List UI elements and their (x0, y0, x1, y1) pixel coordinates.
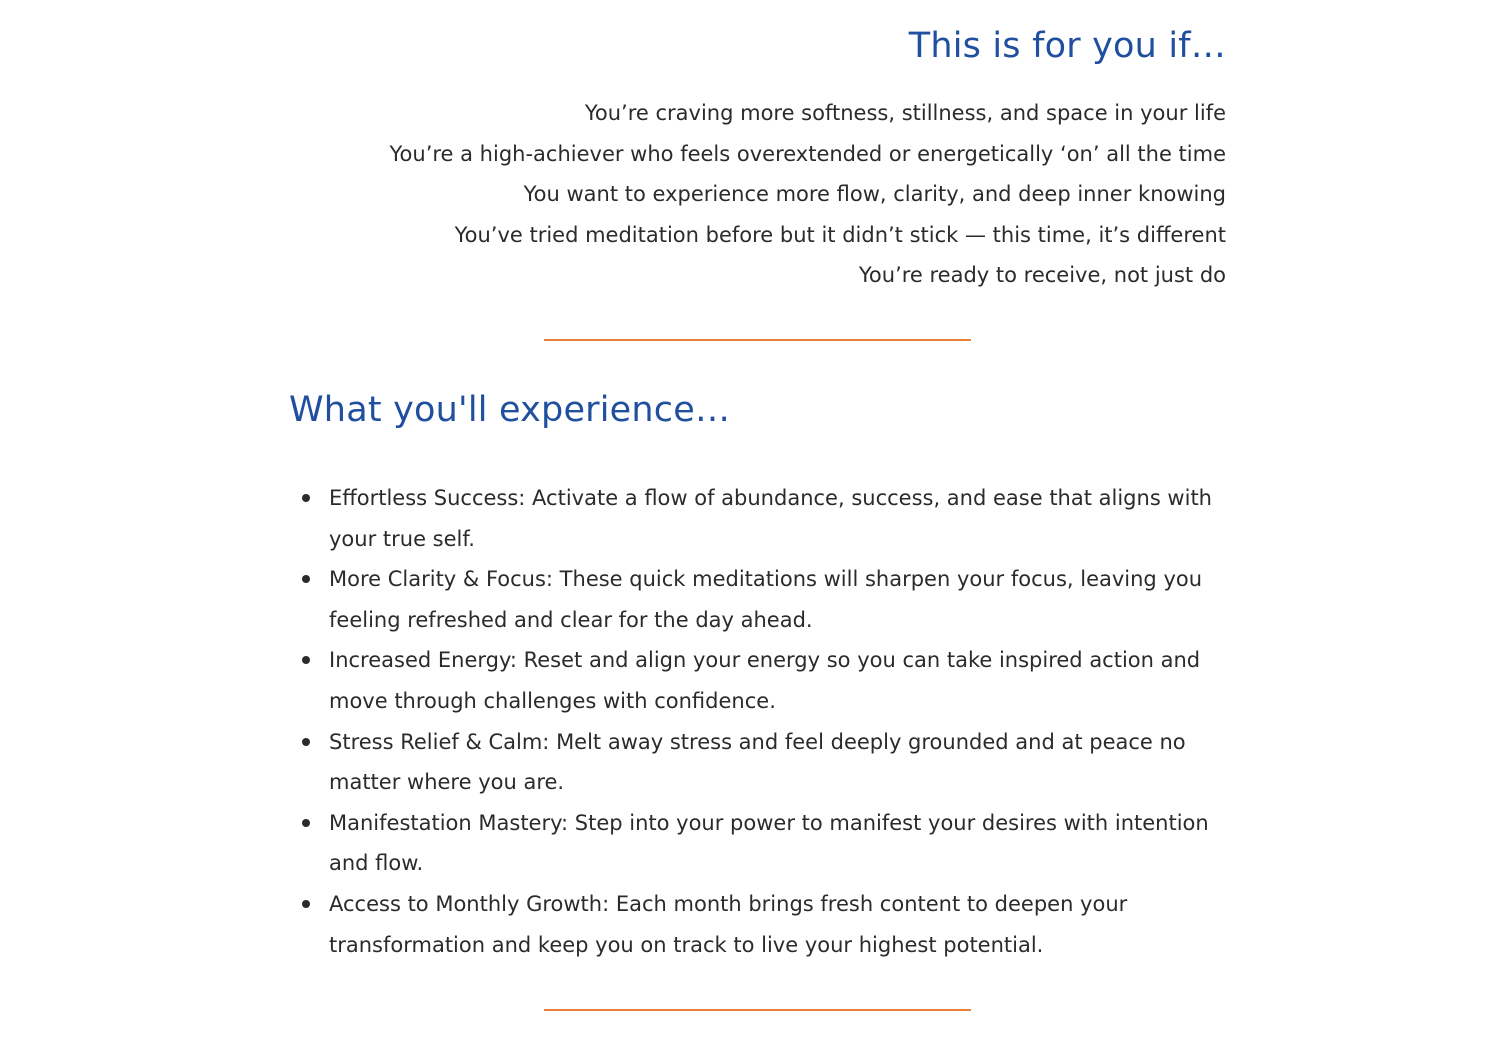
for-you-item: You’ve tried meditation before but it didn’t stick — this time, it’s different (454, 222, 1226, 247)
experience-item-text: Effortless Success: Activate a flow of abundance, success, and ease that aligns with your true self. (329, 486, 1212, 551)
for-you-heading: This is for you if… (908, 26, 1226, 66)
bullet-icon (302, 575, 310, 583)
bullet-icon (302, 738, 310, 746)
experience-section (289, 388, 1226, 965)
section-divider-bottom (544, 1009, 971, 1011)
experience-item-text: Increased Energy: Reset and align your energy so you can take inspired action and move through challenges with confidence. (329, 648, 1201, 713)
experience-item (289, 559, 1214, 640)
section-divider-top (544, 339, 971, 341)
experience-item-text: Stress Relief & Calm: Melt away stress and feel deeply grounded and at peace no matter where you are. (329, 729, 1186, 795)
experience-item (289, 884, 1214, 965)
experience-item-text: Access to Monthly Growth: Each month brings fresh content to deepen your transformation and keep you on track to live your highest potential. (329, 891, 1128, 957)
for-you-item: You’re ready to receive, not just do (858, 263, 1226, 288)
bullet-icon (302, 819, 310, 827)
experience-item (289, 640, 1214, 721)
for-you-item: You’re craving more softness, stillness, and space in your life (584, 101, 1226, 125)
experience-list (289, 478, 1226, 965)
bullet-icon (302, 900, 310, 908)
experience-item-text: Manifestation Mastery: Step into your power to manifest your desires with intention and flow. (329, 810, 1209, 876)
bullet-icon (302, 656, 310, 664)
experience-item (289, 803, 1214, 884)
for-you-item: You’re a high-achiever who feels overextended or energetically ‘on’ all the time (389, 141, 1226, 166)
for-you-list (390, 93, 1227, 296)
bullet-icon (302, 494, 310, 502)
experience-item (289, 478, 1214, 559)
experience-item (289, 722, 1214, 803)
for-you-item: You want to experience more flow, clarity, and deep inner knowing (523, 182, 1226, 207)
experience-item-text: More Clarity & Focus: These quick meditations will sharpen your focus, leaving you feeling refreshed and clear for the day ahead. (329, 567, 1203, 632)
experience-heading: What you'll experience… (289, 390, 731, 430)
